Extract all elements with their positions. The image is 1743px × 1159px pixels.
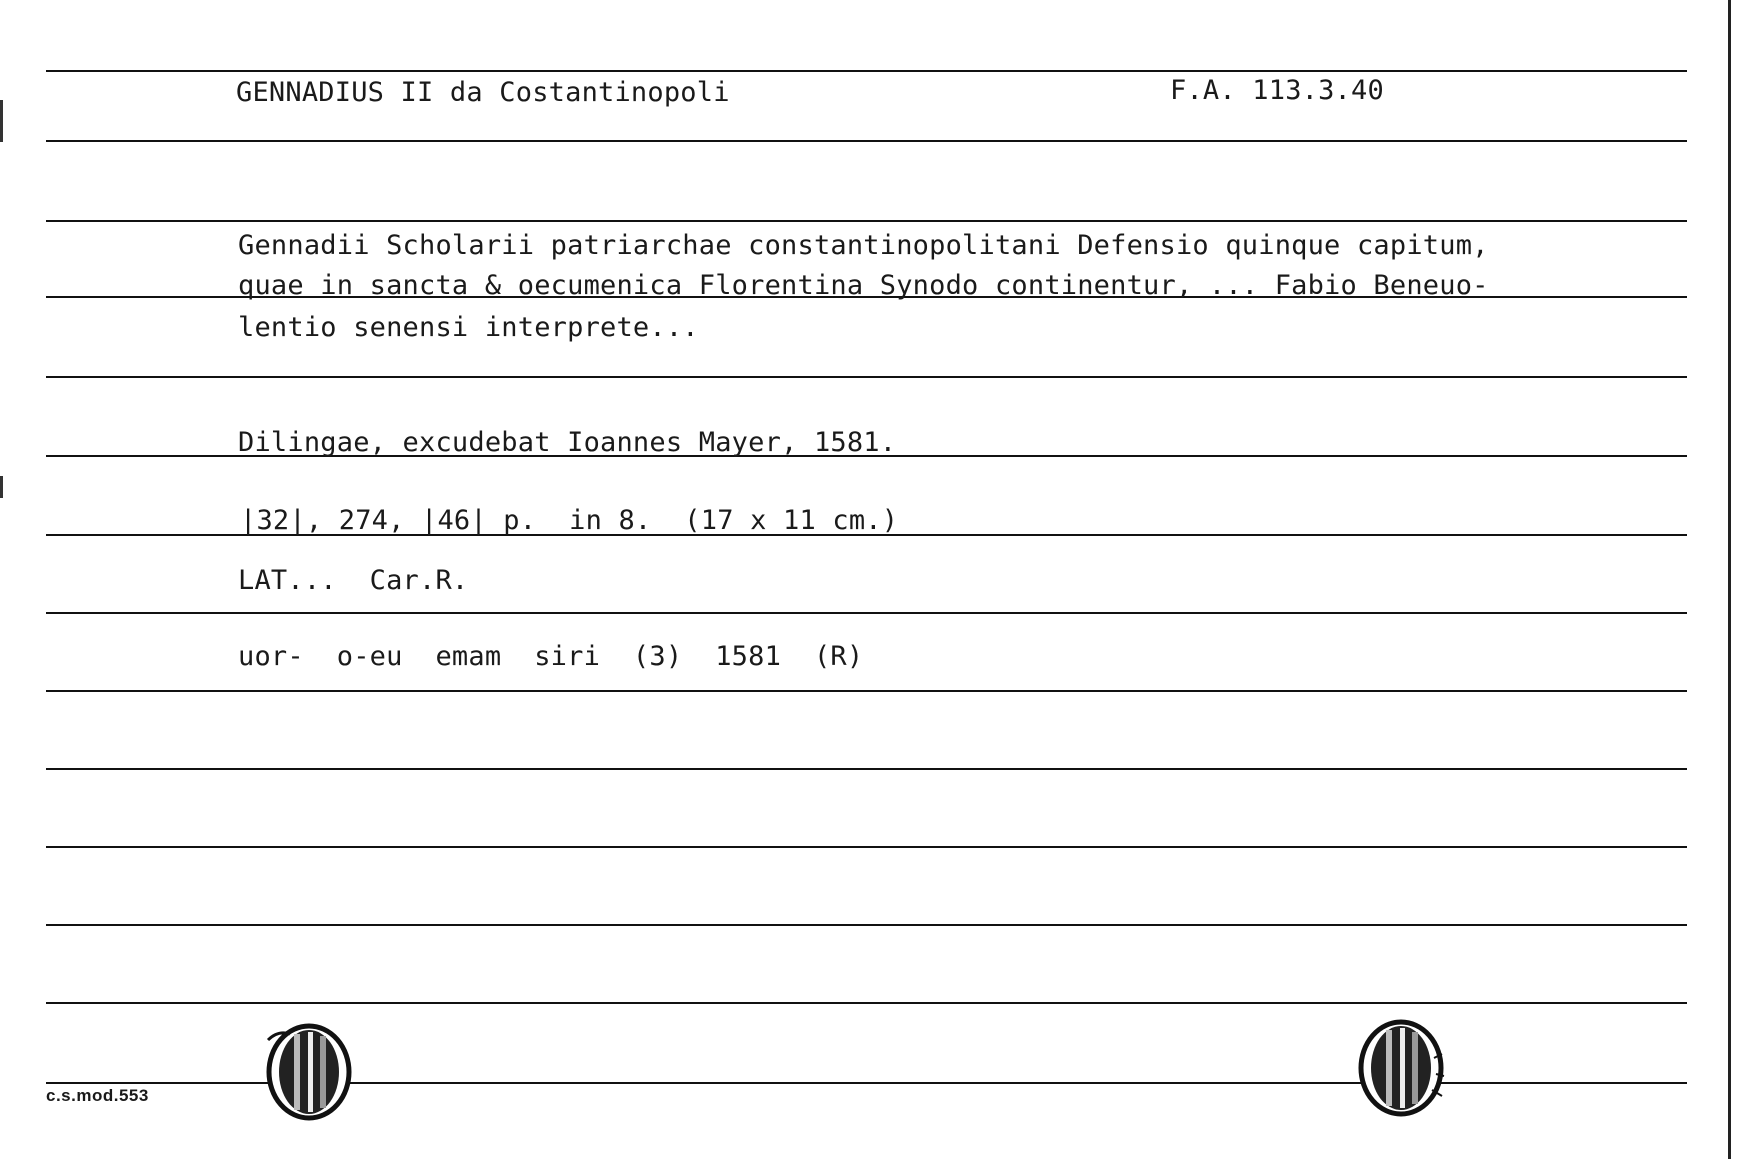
fingerprint: uor- o-eu emam siri (3) 1581 (R) [238, 641, 864, 672]
card-edge-mark [0, 476, 3, 498]
shelfmark: F.A. 113.3.40 [1170, 75, 1384, 106]
ruled-line [46, 690, 1687, 692]
ruled-line [46, 220, 1687, 222]
punch-hole-icon [264, 1022, 354, 1126]
collation: |32|, 274, |46| p. in 8. (17 x 11 cm.) [240, 505, 899, 536]
imprint: Dilingae, excudebat Ioannes Mayer, 1581. [238, 427, 897, 458]
card-edge-mark [0, 120, 3, 142]
punch-hole-icon [1356, 1018, 1446, 1122]
ruled-line [46, 768, 1687, 770]
ruled-line [46, 846, 1687, 848]
ruled-line [46, 140, 1687, 142]
ruled-line [46, 1002, 1687, 1004]
title-line: lentio senensi interprete... [238, 312, 699, 343]
ruled-line [46, 612, 1687, 614]
title-line: quae in sancta & oecumenica Florentina Synodo continentur, ... Fabio Beneuo- [238, 270, 1489, 301]
card-edge-mark [0, 100, 3, 122]
ruled-line [46, 376, 1687, 378]
card-edge [1728, 0, 1743, 1159]
title-line: Gennadii Scholarii patriarchae constantinopolitani Defensio quinque capitum, [238, 230, 1489, 261]
author-heading: GENNADIUS II da Costantinopoli [236, 77, 730, 108]
notes: LAT... Car.R. [238, 565, 469, 596]
ruled-line [46, 924, 1687, 926]
form-code: c.s.mod.553 [46, 1086, 149, 1105]
